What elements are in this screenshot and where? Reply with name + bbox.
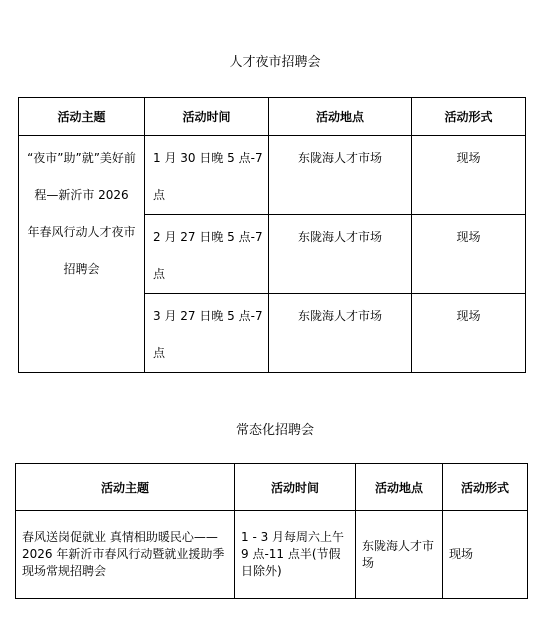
regular-fair-table <box>15 463 528 599</box>
section-title-night-fair: 人才夜市招聘会 <box>229 55 321 70</box>
activity-theme: “夜市”助”就”美好前程—新沂市 2026 年春风行动人才夜市招聘会 <box>19 136 145 373</box>
activity-place: 东陇海人才市场 <box>269 136 412 215</box>
table-row <box>19 136 526 215</box>
header-place: 活动地点 <box>356 464 443 511</box>
header-time: 活动时间 <box>235 464 356 511</box>
section-title-regular-fair: 常态化招聘会 <box>235 423 314 438</box>
header-form: 活动形式 <box>443 464 528 511</box>
header-place: 活动地点 <box>269 98 412 136</box>
activity-time: 1 月 30 日晚 5 点-7 点 <box>145 136 269 215</box>
table-row <box>16 511 528 599</box>
activity-time: 2 月 27 日晚 5 点-7 点 <box>145 215 269 294</box>
table-header-row <box>16 464 528 511</box>
header-theme: 活动主题 <box>16 464 235 511</box>
activity-place: 东陇海人才市场 <box>269 294 412 373</box>
header-form: 活动形式 <box>412 98 526 136</box>
activity-place: 东陇海人才市场 <box>269 215 412 294</box>
activity-theme: 春风送岗促就业 真情相助暖民心——2026 年新沂市春风行动暨就业援助季现场常规招聘会 <box>16 511 235 599</box>
header-theme: 活动主题 <box>19 98 145 136</box>
activity-time: 1 - 3 月每周六上午 9 点-11 点半(节假日除外) <box>235 511 356 599</box>
activity-form: 现场 <box>412 294 526 373</box>
header-time: 活动时间 <box>145 98 269 136</box>
activity-form: 现场 <box>412 215 526 294</box>
activity-form: 现场 <box>412 136 526 215</box>
activity-place: 东陇海人才市场 <box>356 511 443 599</box>
activity-form: 现场 <box>443 511 528 599</box>
table-header-row <box>19 98 526 136</box>
activity-time: 3 月 27 日晚 5 点-7 点 <box>145 294 269 373</box>
night-fair-table <box>18 97 526 373</box>
